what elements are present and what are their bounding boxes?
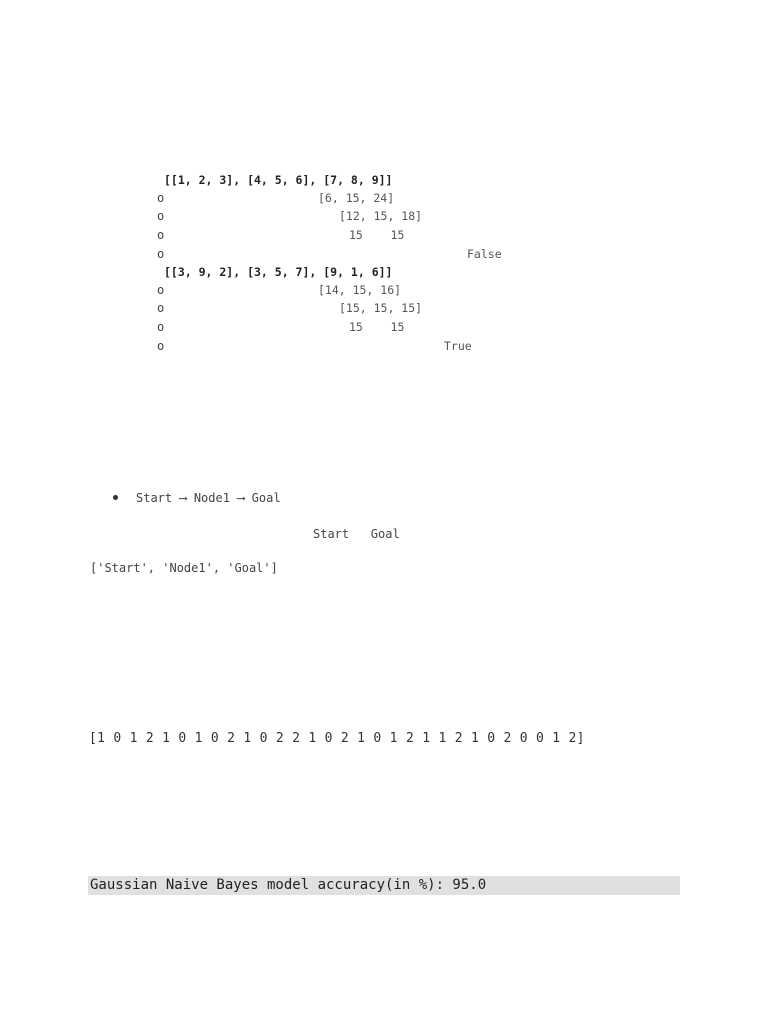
- list-marker: o: [157, 320, 165, 334]
- diag-sums-2: 15 15: [349, 320, 405, 334]
- path-line: [136, 489, 281, 507]
- list-marker: o: [157, 301, 165, 315]
- path-node: Node1: [193, 491, 230, 505]
- predictions-output: [1 0 1 2 1 0 1 0 2 1 0 2 2 1 0 2 1 0 1 2 1 1 2 1 0 2 0 0 1 2]: [89, 731, 585, 746]
- col-sums-1: [12, 15, 18]: [339, 209, 423, 223]
- col-sums-2: [15, 15, 15]: [339, 301, 423, 315]
- list-marker: o: [157, 283, 165, 297]
- path-list-output: ['Start', 'Node1', 'Goal']: [90, 561, 278, 575]
- arrow-icon: ⟶: [237, 491, 245, 505]
- row-sums-1: [6, 15, 24]: [318, 191, 395, 205]
- magic-result-2: True: [444, 339, 472, 353]
- list-marker: o: [157, 209, 165, 223]
- diag-sums-1: 15 15: [349, 228, 405, 242]
- list-marker: o: [157, 228, 165, 242]
- path-start: Start: [136, 491, 173, 505]
- magic-result-1: False: [467, 247, 502, 261]
- matrix-1: [[1, 2, 3], [4, 5, 6], [7, 8, 9]]: [164, 173, 393, 187]
- matrix-2: [[3, 9, 2], [3, 5, 7], [9, 1, 6]]: [164, 265, 393, 279]
- list-marker: o: [157, 191, 165, 205]
- arrow-icon: ⟶: [179, 491, 187, 505]
- start-goal-line: Start Goal: [313, 527, 400, 541]
- accuracy-output: Gaussian Naive Bayes model accuracy(in %): 95.0: [90, 877, 487, 893]
- row-sums-2: [14, 15, 16]: [318, 283, 402, 297]
- path-goal: Goal: [251, 491, 281, 505]
- list-marker: o: [157, 339, 165, 353]
- list-marker: o: [157, 247, 165, 261]
- bullet-dot: [113, 495, 118, 500]
